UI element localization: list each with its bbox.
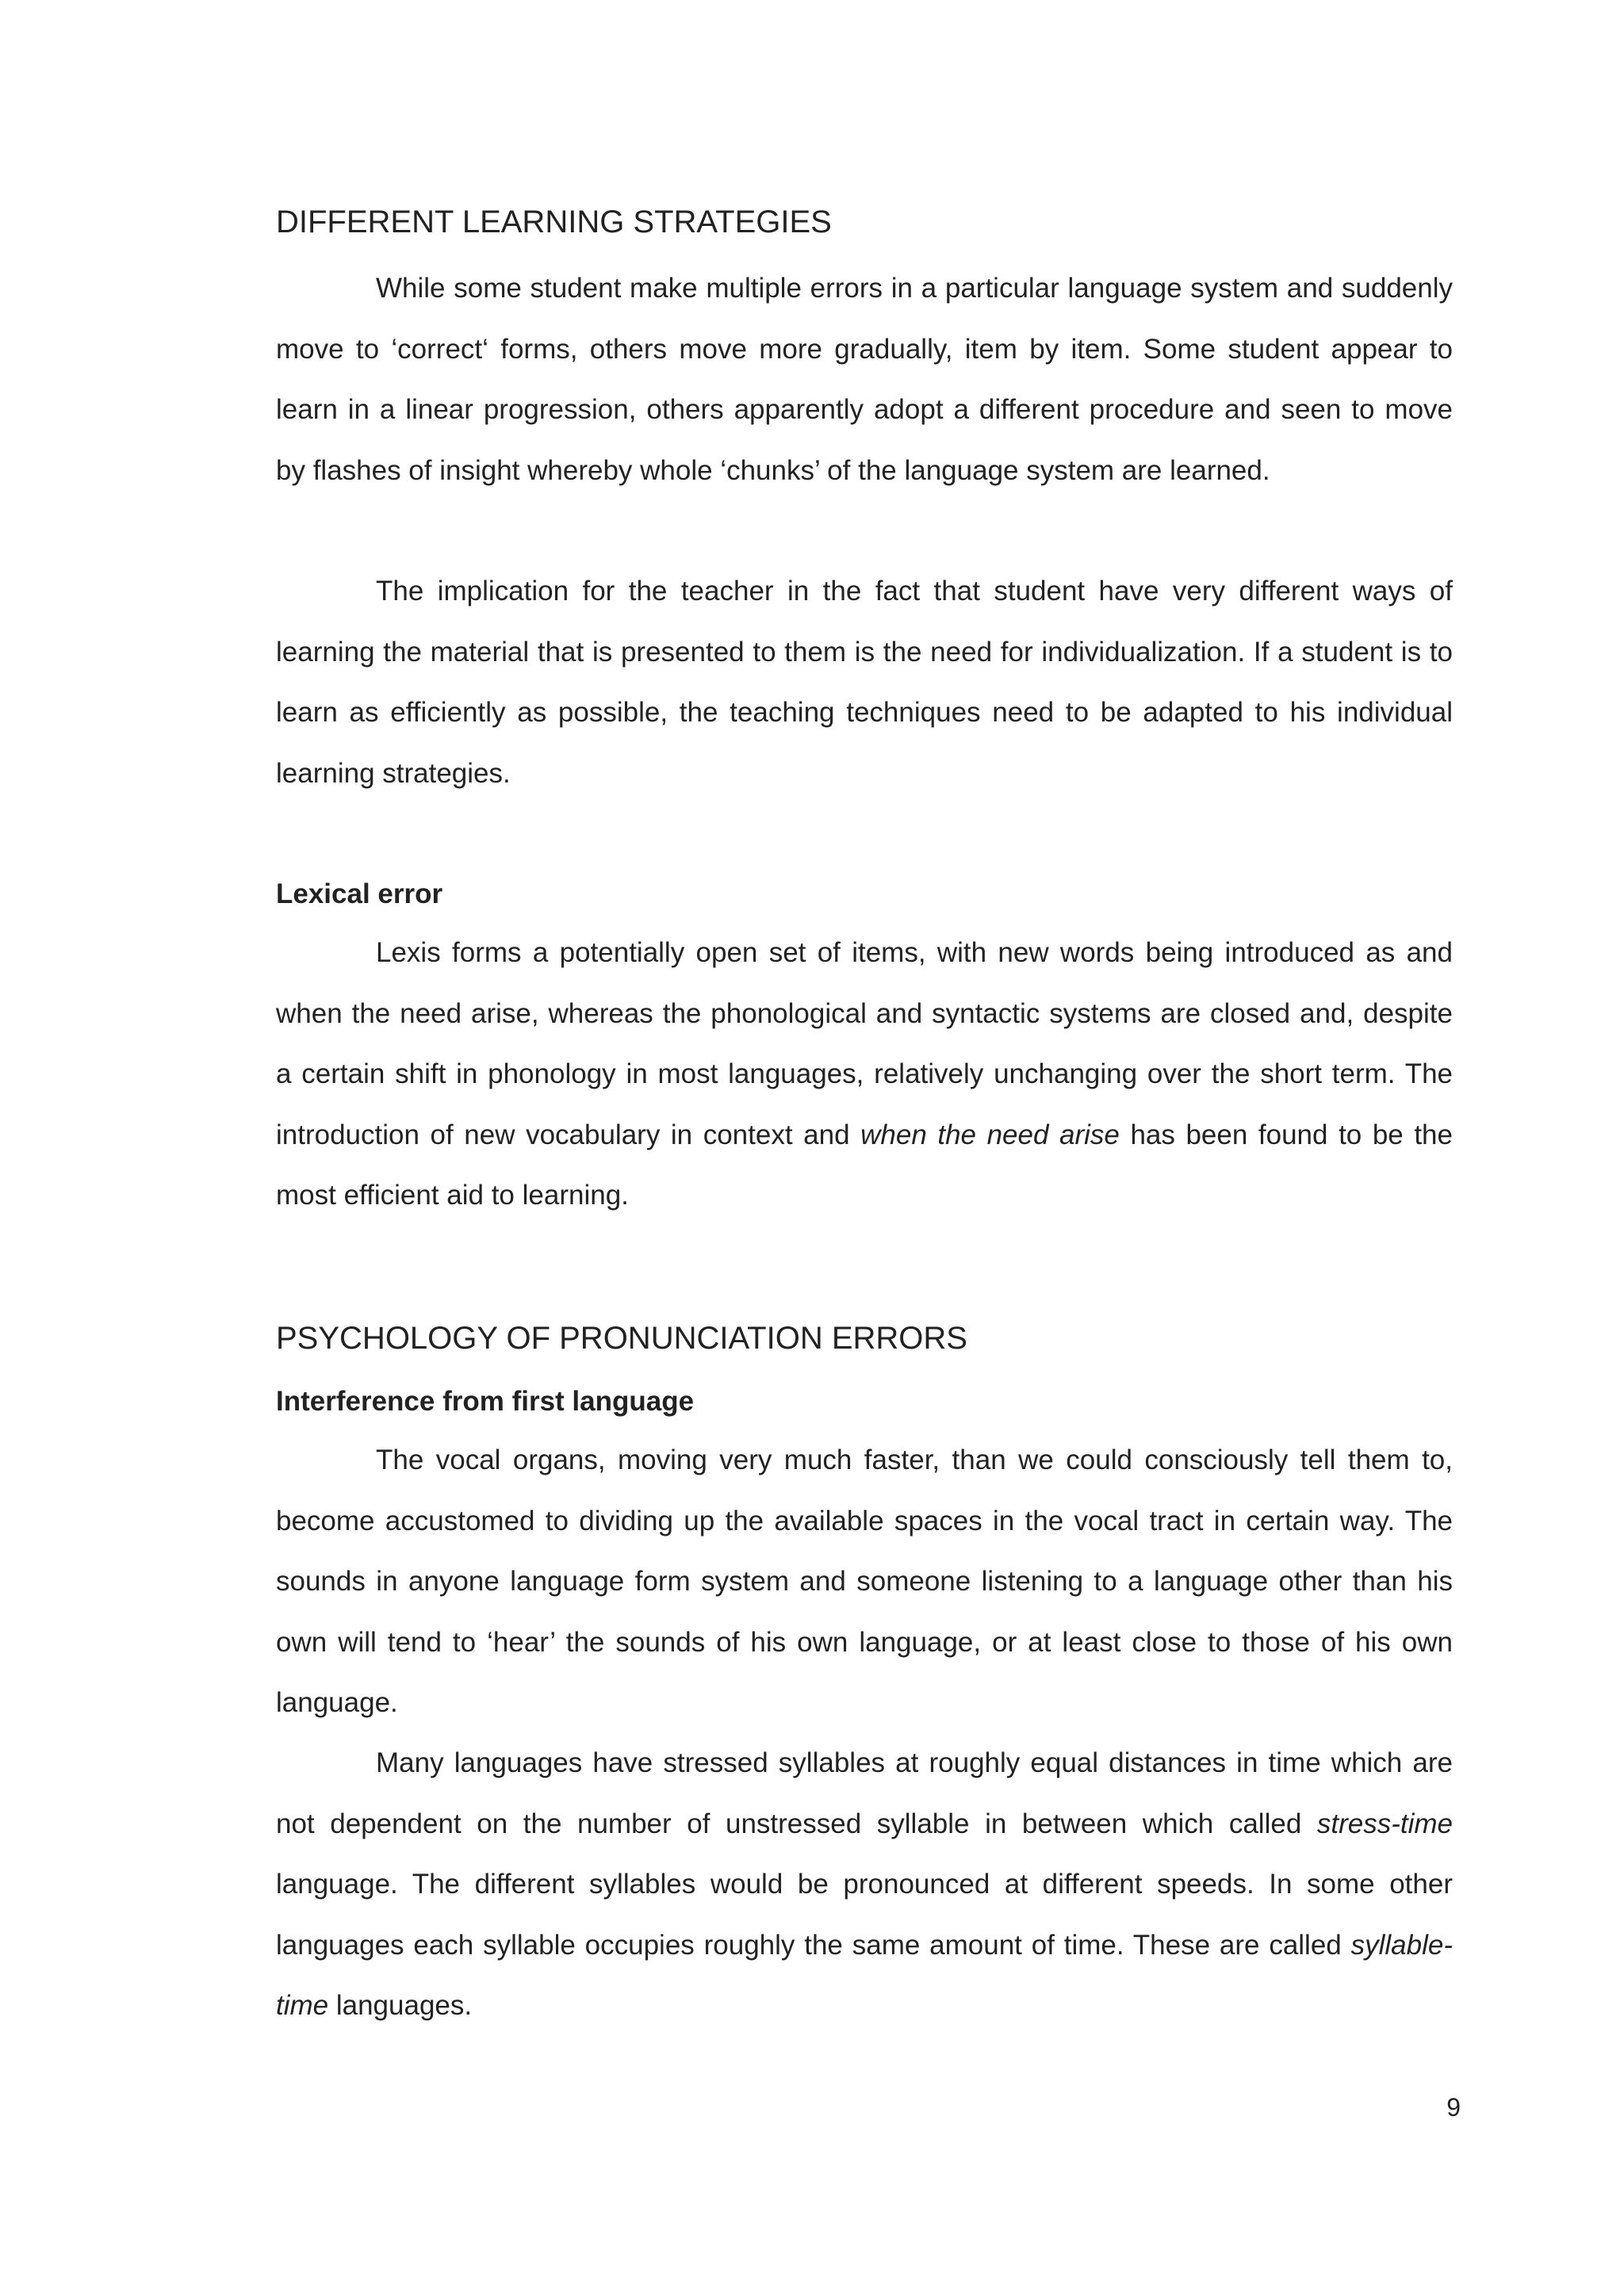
lexical-text-after-italic: has been found to be the most efficient aid to learning. bbox=[276, 1119, 1453, 1211]
interference-italic-syllable-time: syllable-time bbox=[276, 1929, 1453, 2021]
lexical-text-before-italic: Lexis forms a potentially open set of items, with new words being introduced as and when the need arise, whereas the phonological and syntactic systems are closed and, despite a certain shift in phonology in most languages, relatively unchanging over the short term. The introduction of new vocabulary in context and bbox=[276, 937, 1453, 1150]
paragraph-interference-1: The vocal organs, moving very much faster, than we could consciously tell them to, become accustomed to dividing up the available spaces in the vocal tract in certain way. The sounds in anyone language form system and someone listening to a language other than his own will tend to ‘hear’ the sounds of his own language, or at least close to those of his own language. bbox=[276, 1445, 1453, 1718]
paragraph-learning-strategies-1: While some student make multiple errors in a particular language system and suddenly move to ‘correct‘ forms, others move more gradually, item by item. Some student appear to learn in a linear progression, others apparently adopt a different procedure and seen to move by flashes of insight whereby whole ‘chunks’ of the language system are learned. bbox=[276, 273, 1453, 486]
lexical-italic-phrase: when the need arise bbox=[860, 1119, 1120, 1150]
subheading-interference-first-language: Interference from first language bbox=[276, 1386, 695, 1417]
paragraph-learning-strategies-2: The implication for the teacher in the fact that student have very different ways of learning the material that is presented to them is the need for individualization. If a student is to learn as efficiently as possible, the teaching techniques need to be adapted to his individual learning strategies. bbox=[276, 576, 1453, 789]
page-number: 9 bbox=[1446, 2093, 1461, 2122]
section-heading-pronunciation-errors: PSYCHOLOGY OF PRONUNCIATION ERRORS bbox=[276, 1321, 967, 1356]
interference-text-part-1: Many languages have stressed syllables at roughly equal distances in time which are not dependent on the number of unstressed syllable in between which called bbox=[276, 1747, 1453, 1839]
paragraph-lexical-error bbox=[276, 923, 1453, 1226]
interference-text-part-2: language. The different syllables would be pronounced at different speeds. In some other languages each syllable occupies roughly the same amount of time. These are called bbox=[276, 1869, 1453, 1961]
interference-text-part-3: languages. bbox=[328, 1990, 473, 2021]
section-heading-learning-strategies: DIFFERENT LEARNING STRATEGIES bbox=[276, 205, 832, 239]
paragraph-interference-2 bbox=[276, 1733, 1453, 2037]
interference-italic-stress-time: stress-time bbox=[1316, 1808, 1453, 1839]
subheading-lexical-error: Lexical error bbox=[276, 878, 443, 909]
